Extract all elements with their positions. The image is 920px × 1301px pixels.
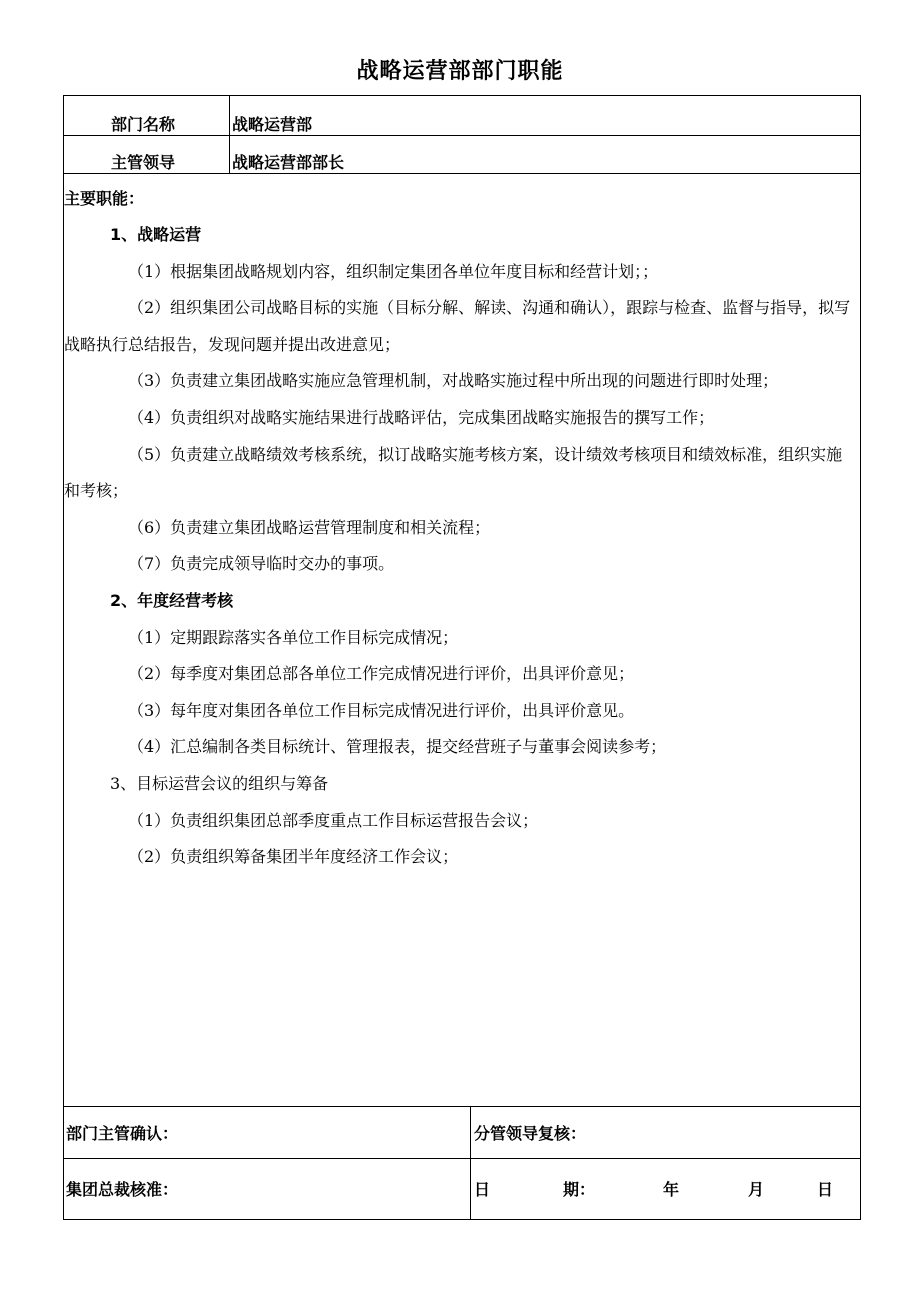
date-label-qi: 期： — [563, 1180, 596, 1199]
dept-name-value: 战略运营部 — [232, 115, 313, 134]
list-item: （2）组织集团公司战略目标的实施（目标分解、解读、沟通和确认），跟踪与检查、监督与指导，拟写战略执行总结报告，发现问题并提出改进意见； — [64, 298, 851, 354]
dept-name-label: 部门名称 — [111, 115, 176, 134]
section-title: 2、年度经营考核 — [110, 590, 234, 610]
list-item: （2）每季度对集团总部各单位工作完成情况进行评价，出具评价意见； — [128, 664, 635, 684]
duties-heading: 主要职能： — [64, 189, 145, 208]
row-divider — [63, 173, 861, 174]
list-item: （3）每年度对集团各单位工作目标完成情况进行评价，出具评价意见。 — [128, 700, 635, 720]
column-divider — [470, 1106, 471, 1220]
date-year: 年 — [663, 1180, 680, 1199]
row-divider — [63, 135, 861, 136]
row-divider — [63, 1158, 861, 1159]
date-month: 月 — [748, 1180, 765, 1199]
dept-confirm-label: 部门主管确认： — [66, 1124, 179, 1143]
list-item: （1）根据集团战略规划内容，组织制定集团各单位年度目标和经营计划；； — [128, 261, 659, 281]
date-label-ri: 日 — [474, 1180, 491, 1199]
list-item: （6）负责建立集团战略运营管理制度和相关流程； — [128, 517, 491, 537]
list-item: （1）负责组织集团总部季度重点工作目标运营报告会议； — [128, 810, 539, 830]
president-label: 集团总裁核准： — [66, 1180, 179, 1199]
list-item: （2）负责组织筹备集团半年度经济工作会议； — [128, 847, 459, 867]
review-label: 分管领导复核： — [474, 1124, 587, 1143]
leader-value: 战略运营部部长 — [232, 153, 345, 172]
list-item: （7）负责完成领导临时交办的事项。 — [128, 554, 395, 574]
list-item: （4）汇总编制各类目标统计、管理报表，提交经营班子与董事会阅读参考； — [128, 737, 667, 757]
list-item: （3）负责建立集团战略实施应急管理机制，对战略实施过程中所出现的问题进行即时处理； — [128, 371, 779, 391]
list-item: （5）负责建立战略绩效考核系统，拟订战略实施考核方案，设计绩效考核项目和绩效标准，组织实施和考核； — [64, 444, 843, 501]
column-divider — [229, 95, 230, 173]
list-item: （1）定期跟踪落实各单位工作目标完成情况； — [128, 627, 459, 647]
row-divider — [63, 1106, 861, 1107]
list-item: （4）负责组织对战略实施结果进行战略评估，完成集团战略实施报告的撰写工作； — [128, 407, 715, 427]
page-title: 战略运营部部门职能 — [356, 59, 564, 84]
date-day: 日 — [817, 1180, 834, 1199]
leader-label: 主管领导 — [111, 153, 176, 172]
duties-body — [64, 181, 856, 876]
section-title: 1、战略运营 — [110, 225, 202, 244]
section-title: 3、目标运营会议的组织与筹备 — [110, 773, 329, 793]
